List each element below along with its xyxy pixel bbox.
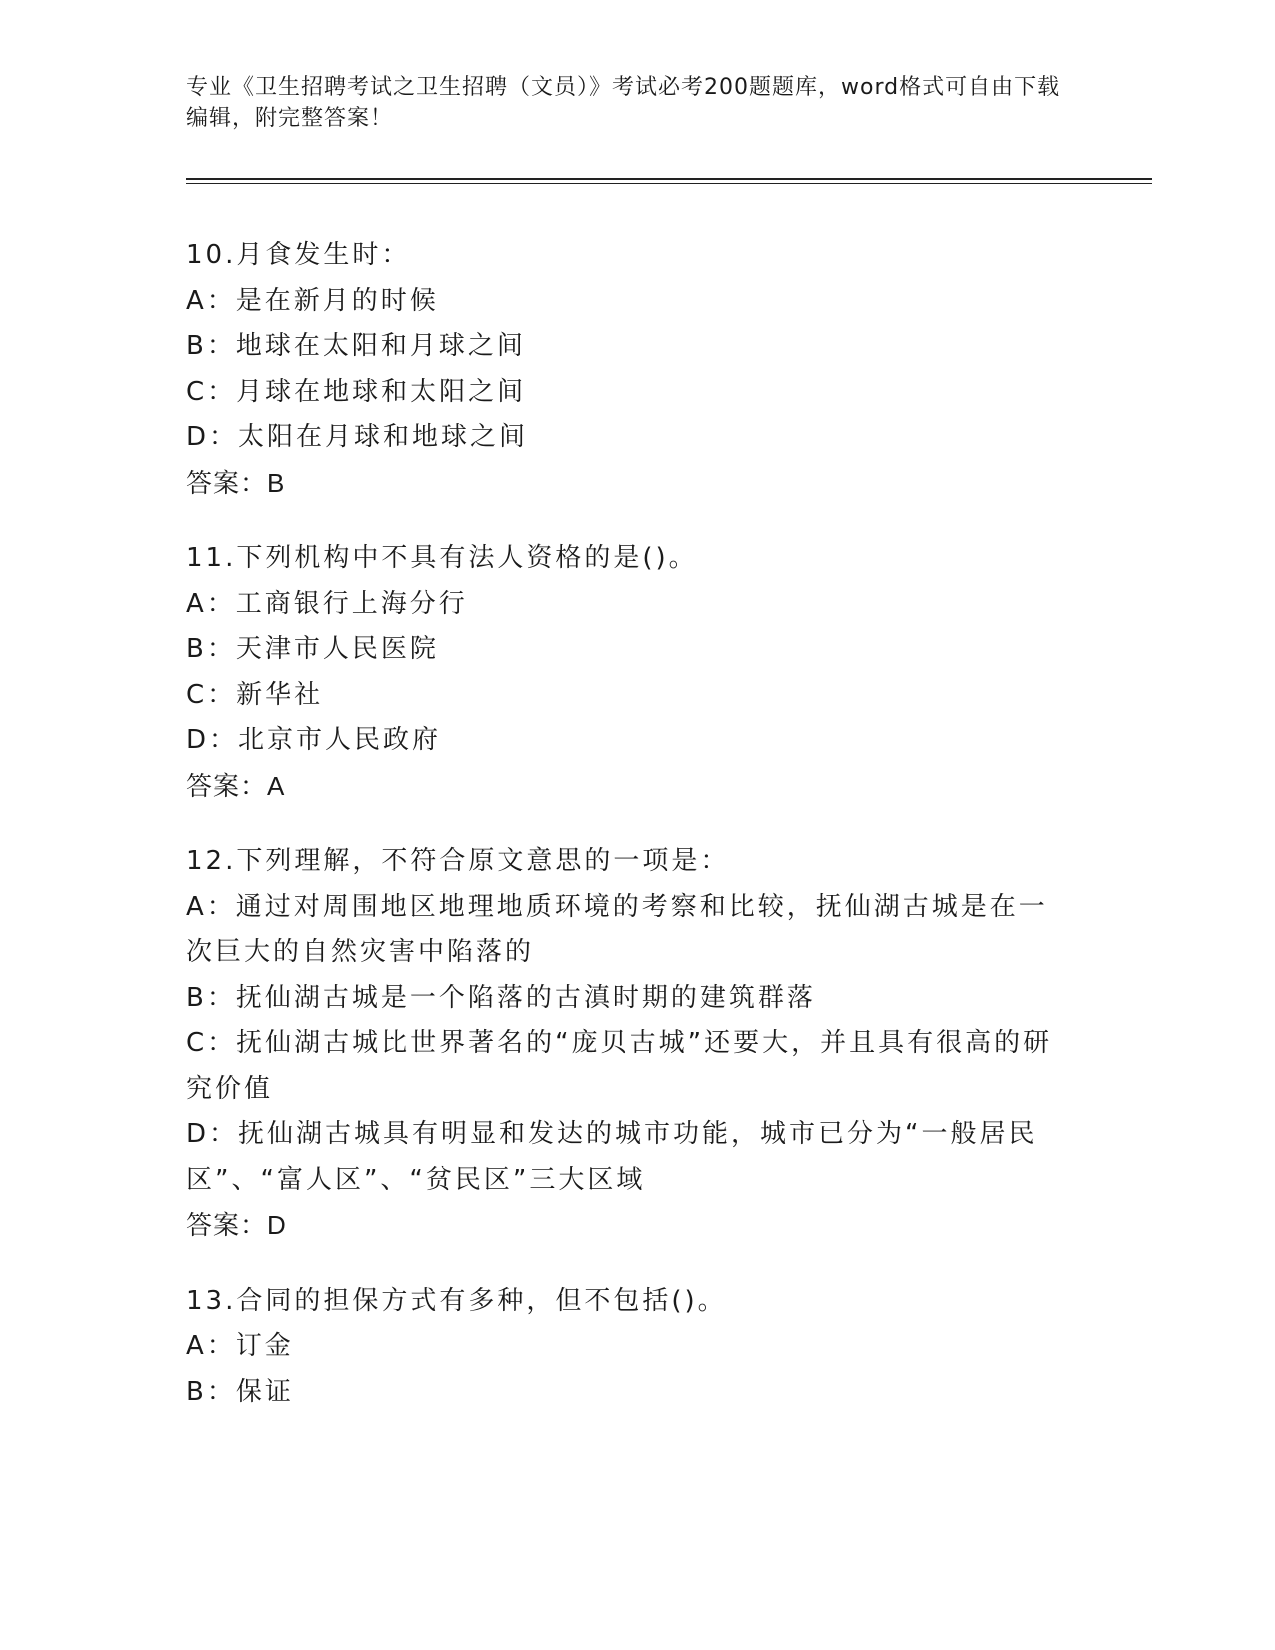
question-12 (186, 839, 1076, 1249)
option-d: D：北京市人民政府 (186, 725, 442, 755)
option-b: B：保证 (186, 1376, 294, 1407)
option-a: A：工商银行上海分行 (186, 588, 468, 619)
question-10 (186, 233, 1076, 506)
question-stem: 10.月食发生时： (186, 240, 411, 270)
option-c: C：月球在地球和太阳之间 (186, 376, 527, 407)
option-d: D：太阳在月球和地球之间 (186, 422, 529, 452)
question-stem: 12.下列理解，不符合原文意思的一项是： (186, 846, 730, 876)
answer-label: 答案：D (186, 1210, 287, 1240)
question-11 (186, 536, 1076, 809)
question-stem: 11.下列机构中不具有法人资格的是()。 (186, 543, 698, 573)
option-c: C：新华社 (186, 679, 324, 710)
answer-label: 答案：A (186, 770, 286, 801)
header-divider-thick (186, 178, 1152, 180)
question-list (186, 233, 1076, 1445)
option-d: D：抚仙湖古城具有明显和发达的城市功能，城市已分为“一般居民区”、“富人区”、“贫民区”三大区域 (186, 1119, 1038, 1195)
option-c: C：抚仙湖古城比世界著名的“庞贝古城”还要大，并且具有很高的研究价值 (186, 1028, 1053, 1104)
answer-label: 答案：B (186, 467, 286, 498)
option-a: A：是在新月的时候 (186, 285, 439, 316)
option-b: B：抚仙湖古城是一个陷落的古滇时期的建筑群落 (186, 982, 816, 1013)
option-b: B：天津市人民医院 (186, 634, 439, 664)
option-a: A：通过对周围地区地理地质环境的考察和比较，抚仙湖古城是在一次巨大的自然灾害中陷落的 (186, 891, 1048, 967)
option-b: B：地球在太阳和月球之间 (186, 331, 526, 361)
option-a: A：订金 (186, 1331, 294, 1361)
question-13 (186, 1279, 1076, 1416)
question-stem: 13.合同的担保方式有多种，但不包括()。 (186, 1285, 727, 1316)
header-divider-thin (186, 183, 1152, 184)
document-intro: 专业《卫生招聘考试之卫生招聘（文员）》考试必考200题题库，word格式可自由下载编辑，附完整答案！ (186, 75, 1061, 131)
